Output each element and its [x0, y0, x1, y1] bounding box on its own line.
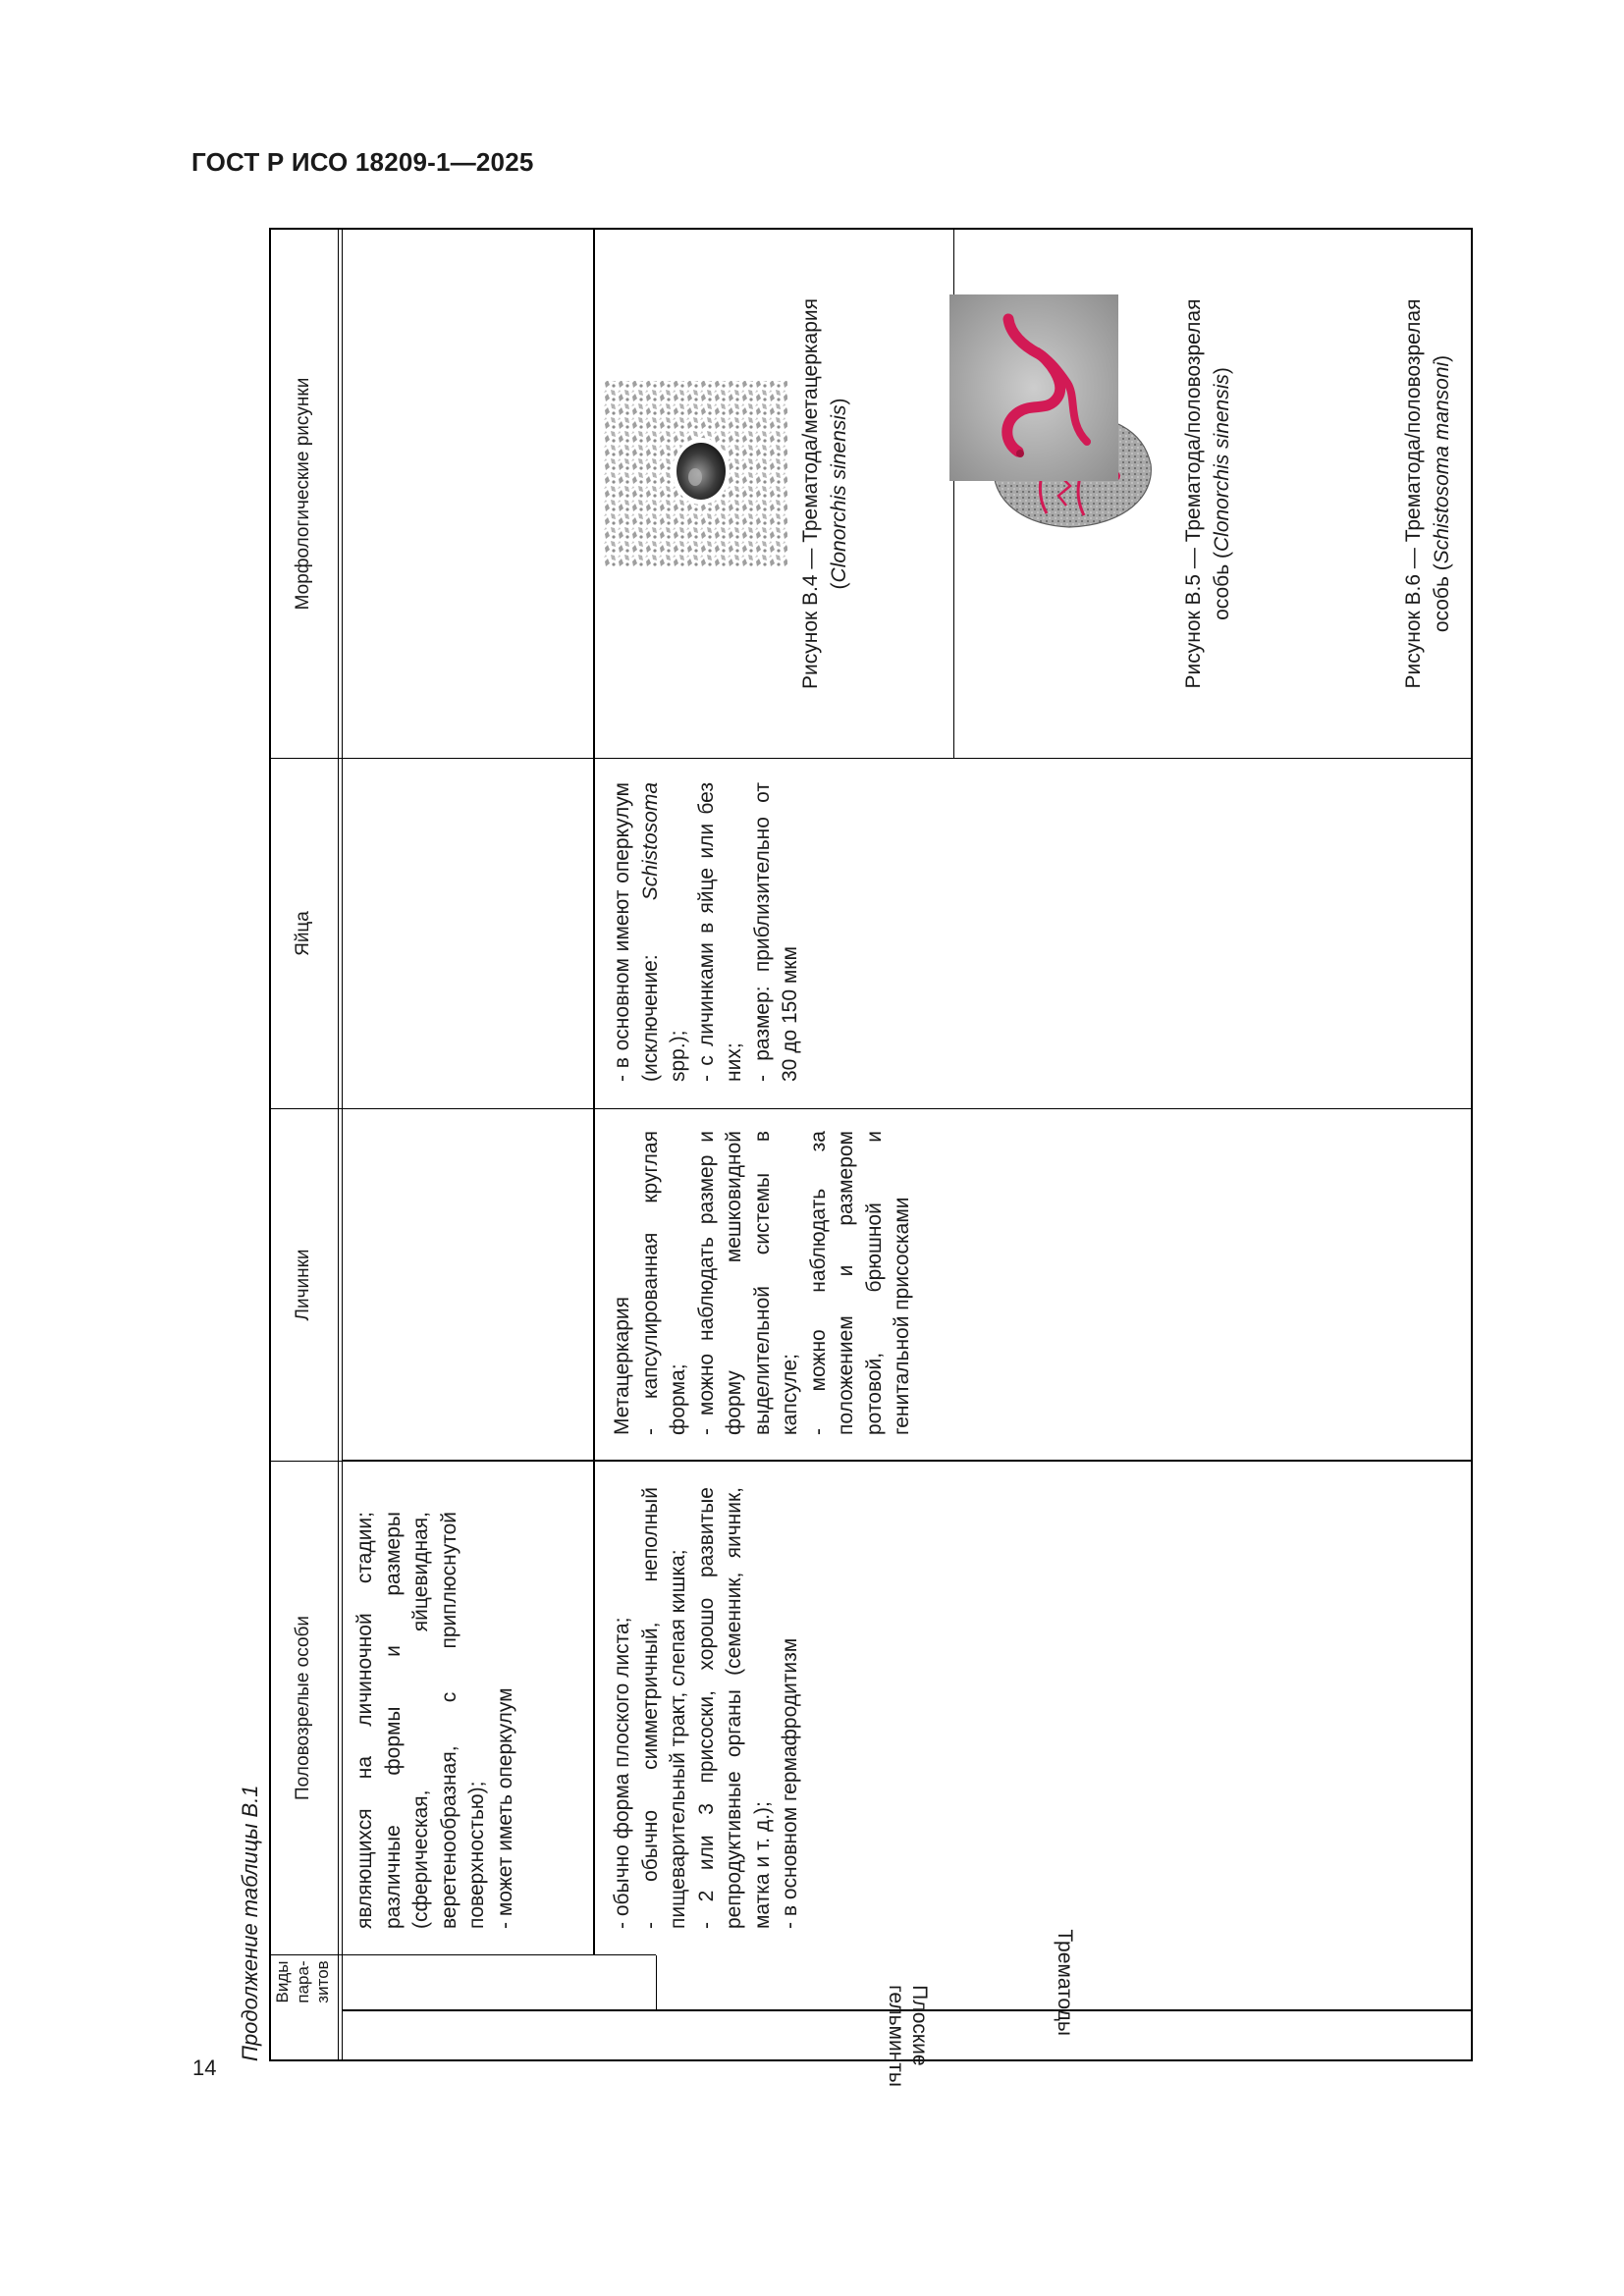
subgroup-label [657, 1929, 1472, 2036]
adults-item: - 2 или 3 присоски, хорошо развитые репродуктивные органы (семенник, яичник, матка и т. д.); [694, 1487, 774, 1929]
row1-adults-text: являющихся на личиночной стадии; различные формы и размеры (сферическая, яйцевидная, веретенообразная, с приплюснутой поверхностью); [353, 1512, 489, 1929]
figure-b5-caption: Рисунок В.5 — Трематода/половозрелая особь (Clonorchis sinensis) [1182, 298, 1233, 689]
col-header-figures: Морфологические рисунки [292, 377, 313, 611]
adults-item: - обычно форма плоского листа; [611, 1617, 633, 1929]
larvae-item: - можно наблюдать за положением и размером ротовой, брюшной и генитальной присосками [806, 1131, 914, 1435]
row2-eggs-cell [609, 782, 864, 1082]
col-header-eggs: Яйца [292, 911, 313, 956]
figure-b4-prefix: Рисунок В.4 — Трематода/метацеркария [799, 298, 822, 689]
table-caption: Продолжение таблицы В.1 [238, 1785, 262, 2061]
figure-b4-caption: Рисунок В.4 — Трематода/метацеркария (Clonorchis sinensis) [799, 298, 850, 689]
figure-b5-prefix: Рисунок В.5 — Трематода/половозрелая [1182, 298, 1205, 689]
eggs-item: - размер: приблизительно от 30 до 150 мкм [750, 782, 802, 1082]
rotated-table-page [232, 228, 1473, 2088]
row2-larvae-cell [609, 1131, 1159, 1435]
group-label [343, 1985, 1472, 2088]
figure-b5-line2: особь [1210, 563, 1233, 620]
figure-b6-caption: Рисунок В.6 — Трематода/половозрелая особь (Schistosoma mansoni) [1402, 298, 1453, 689]
figure-b4-species: Clonorchis sinensis [827, 404, 850, 583]
table-b1 [269, 228, 1473, 2088]
figure-b6-line2: особь [1430, 576, 1453, 633]
col-header-adults: Половозрелые особи [292, 1615, 313, 1801]
col-header-larvae: Личинки [292, 1249, 313, 1321]
row1-adults-operculum: - может иметь оперкулум [493, 1687, 516, 1929]
eggs-item-1: - в основном имеют оперкулум (исключение: Schistosoma spp.); [611, 782, 690, 1082]
figure-b6-prefix: Рисунок В.6 — Трематода/половозрелая [1402, 298, 1425, 689]
document-header: ГОСТ Р ИСО 18209-1—2025 [191, 147, 534, 177]
eggs-item: - с личинками в яйце или без них; [694, 782, 746, 1082]
row2-adults-cell [609, 1487, 1119, 1929]
larvae-item: - можно наблюдать размер и форму мешковидной выделительной системы в капсуле; [694, 1131, 802, 1435]
subgroup-label-text: Трематоды [1054, 1929, 1076, 2036]
col-header-types: Виды пара-зитов [273, 1960, 333, 2003]
figure-b6-species: Schistosoma mansoni [1430, 361, 1453, 564]
group-label-text: Плоские гельминты [885, 1985, 931, 2088]
larvae-item: - капсулированная круглая форма; [638, 1131, 690, 1435]
figure-b5-species: Clonorchis sinensis [1210, 374, 1233, 553]
adults-item: - обычно симметричный, неполный пищеварительный тракт, слепая кишка; [638, 1487, 690, 1929]
page-number: 14 [192, 2056, 217, 2080]
larvae-title: Метацеркария [611, 1296, 633, 1435]
schistosoma-adult-image [949, 294, 1118, 481]
adults-item: - в основном гермафродитизм [779, 1637, 802, 1929]
metacercaria-image [603, 381, 787, 567]
row1-adults-cell [352, 1512, 587, 1929]
